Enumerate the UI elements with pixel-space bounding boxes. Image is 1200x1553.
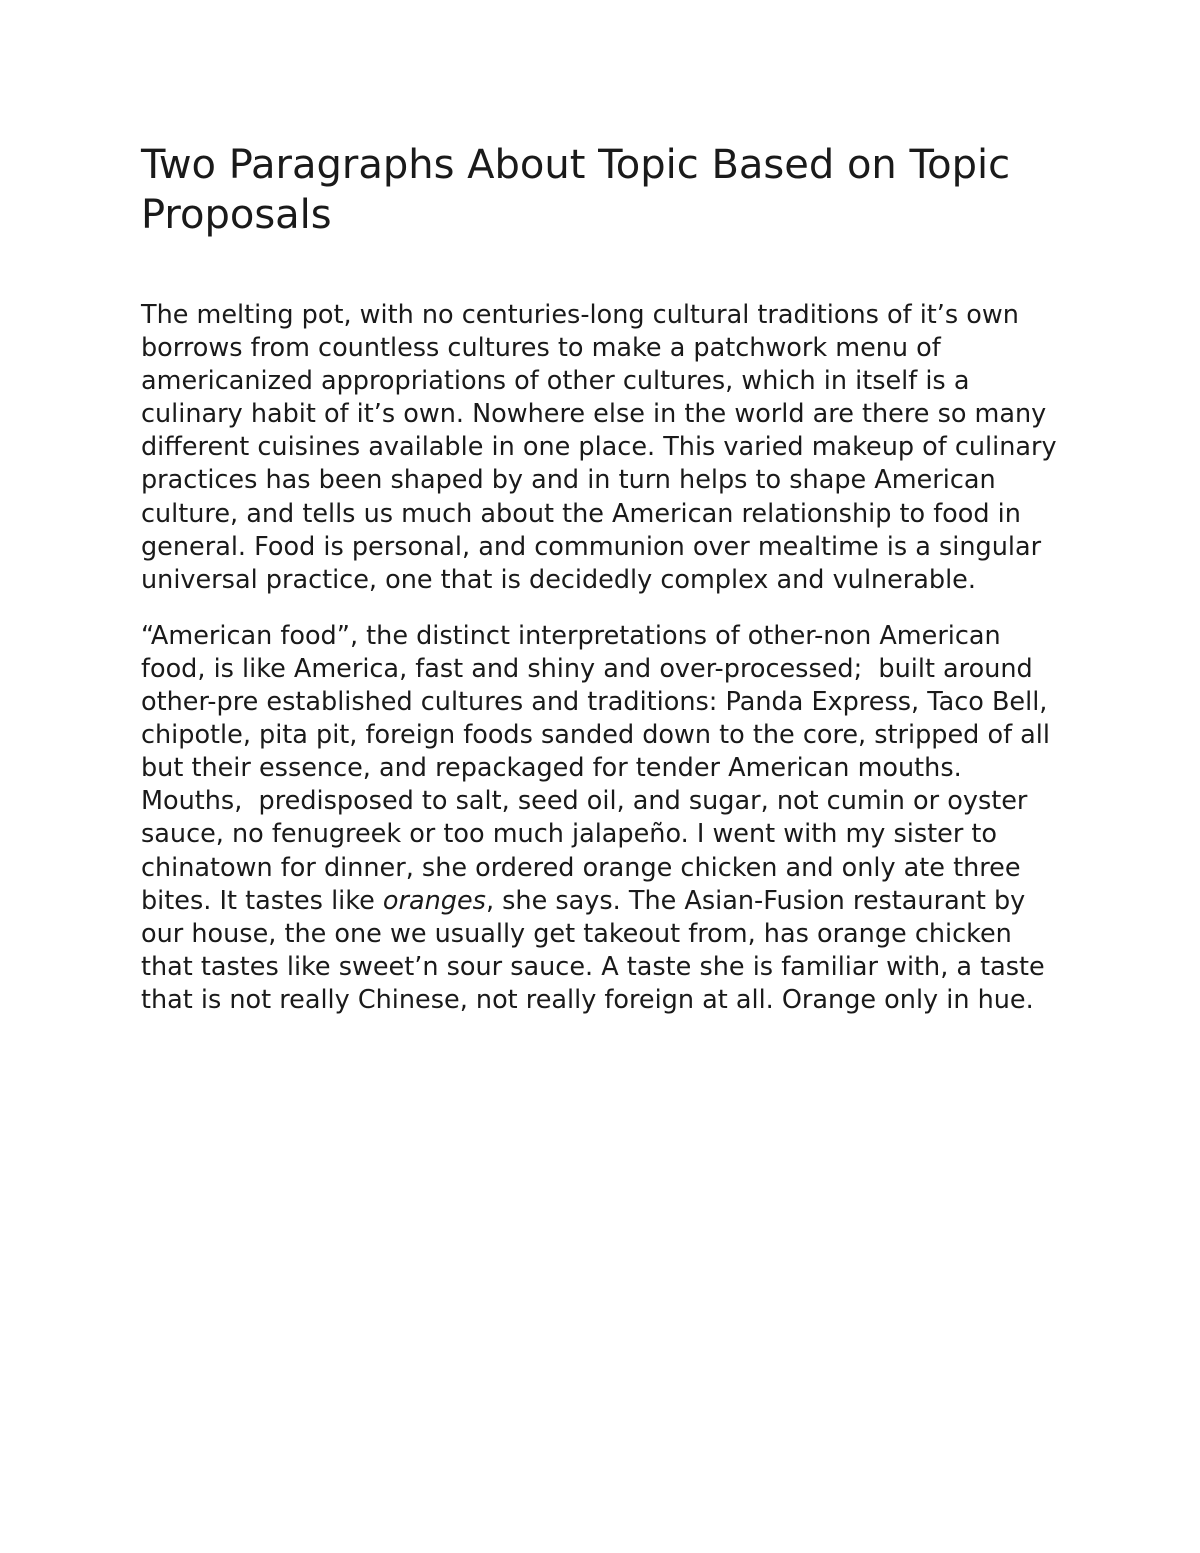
paragraph-1: The melting pot, with no centuries-long cultural traditions of it’s own borrows from countless cultures to make a patchwork menu of americanized appropriations of other cultures, which in itself is a culinary habit of it’s own. Nowhere else in the world are there so many different cuisines available in one place. This varied makeup of culinary practices has been shaped by and in turn helps to shape American culture, and tells us much about the American relationship to food in general. Food is personal, and communion over mealtime is a singular universal practice, one that is decidedly complex and vulnerable.	[141, 300, 1065, 595]
paragraph-2-text-start: “American food”, the distinct interpretations of other-non American food, is like America, fast and shiny and over-processed; built around other-pre established cultures and traditions: Panda Express, Taco Bell, chipotle, pita pit, foreign foods sanded down to the core, stripped of all but their essence, and repackaged for tender American mouths. Mouths, predisposed to salt, seed oil, and sugar, not cumin or oyster sauce, no fenugreek or too much jalapeño. I went with my sister to chinatown for dinner, she ordered orange chicken and only ate three bites. It tastes like	[141, 620, 1059, 916]
document-body	[141, 299, 1066, 1040]
document-title: Two Paragraphs About Topic Based on Topic Proposals	[141, 142, 1011, 238]
paragraph-2-emphasis: oranges	[382, 885, 486, 916]
paragraph-2	[141, 620, 1066, 1017]
paragraph-2-text-end: , she says. The Asian-Fusion restaurant by our house, the one we usually get takeout from, has orange chicken that tastes like sweet’n sour sauce. A taste she is familiar with, a taste that is not really Chinese, not really foreign at all. Orange only in hue.	[141, 885, 1053, 1015]
